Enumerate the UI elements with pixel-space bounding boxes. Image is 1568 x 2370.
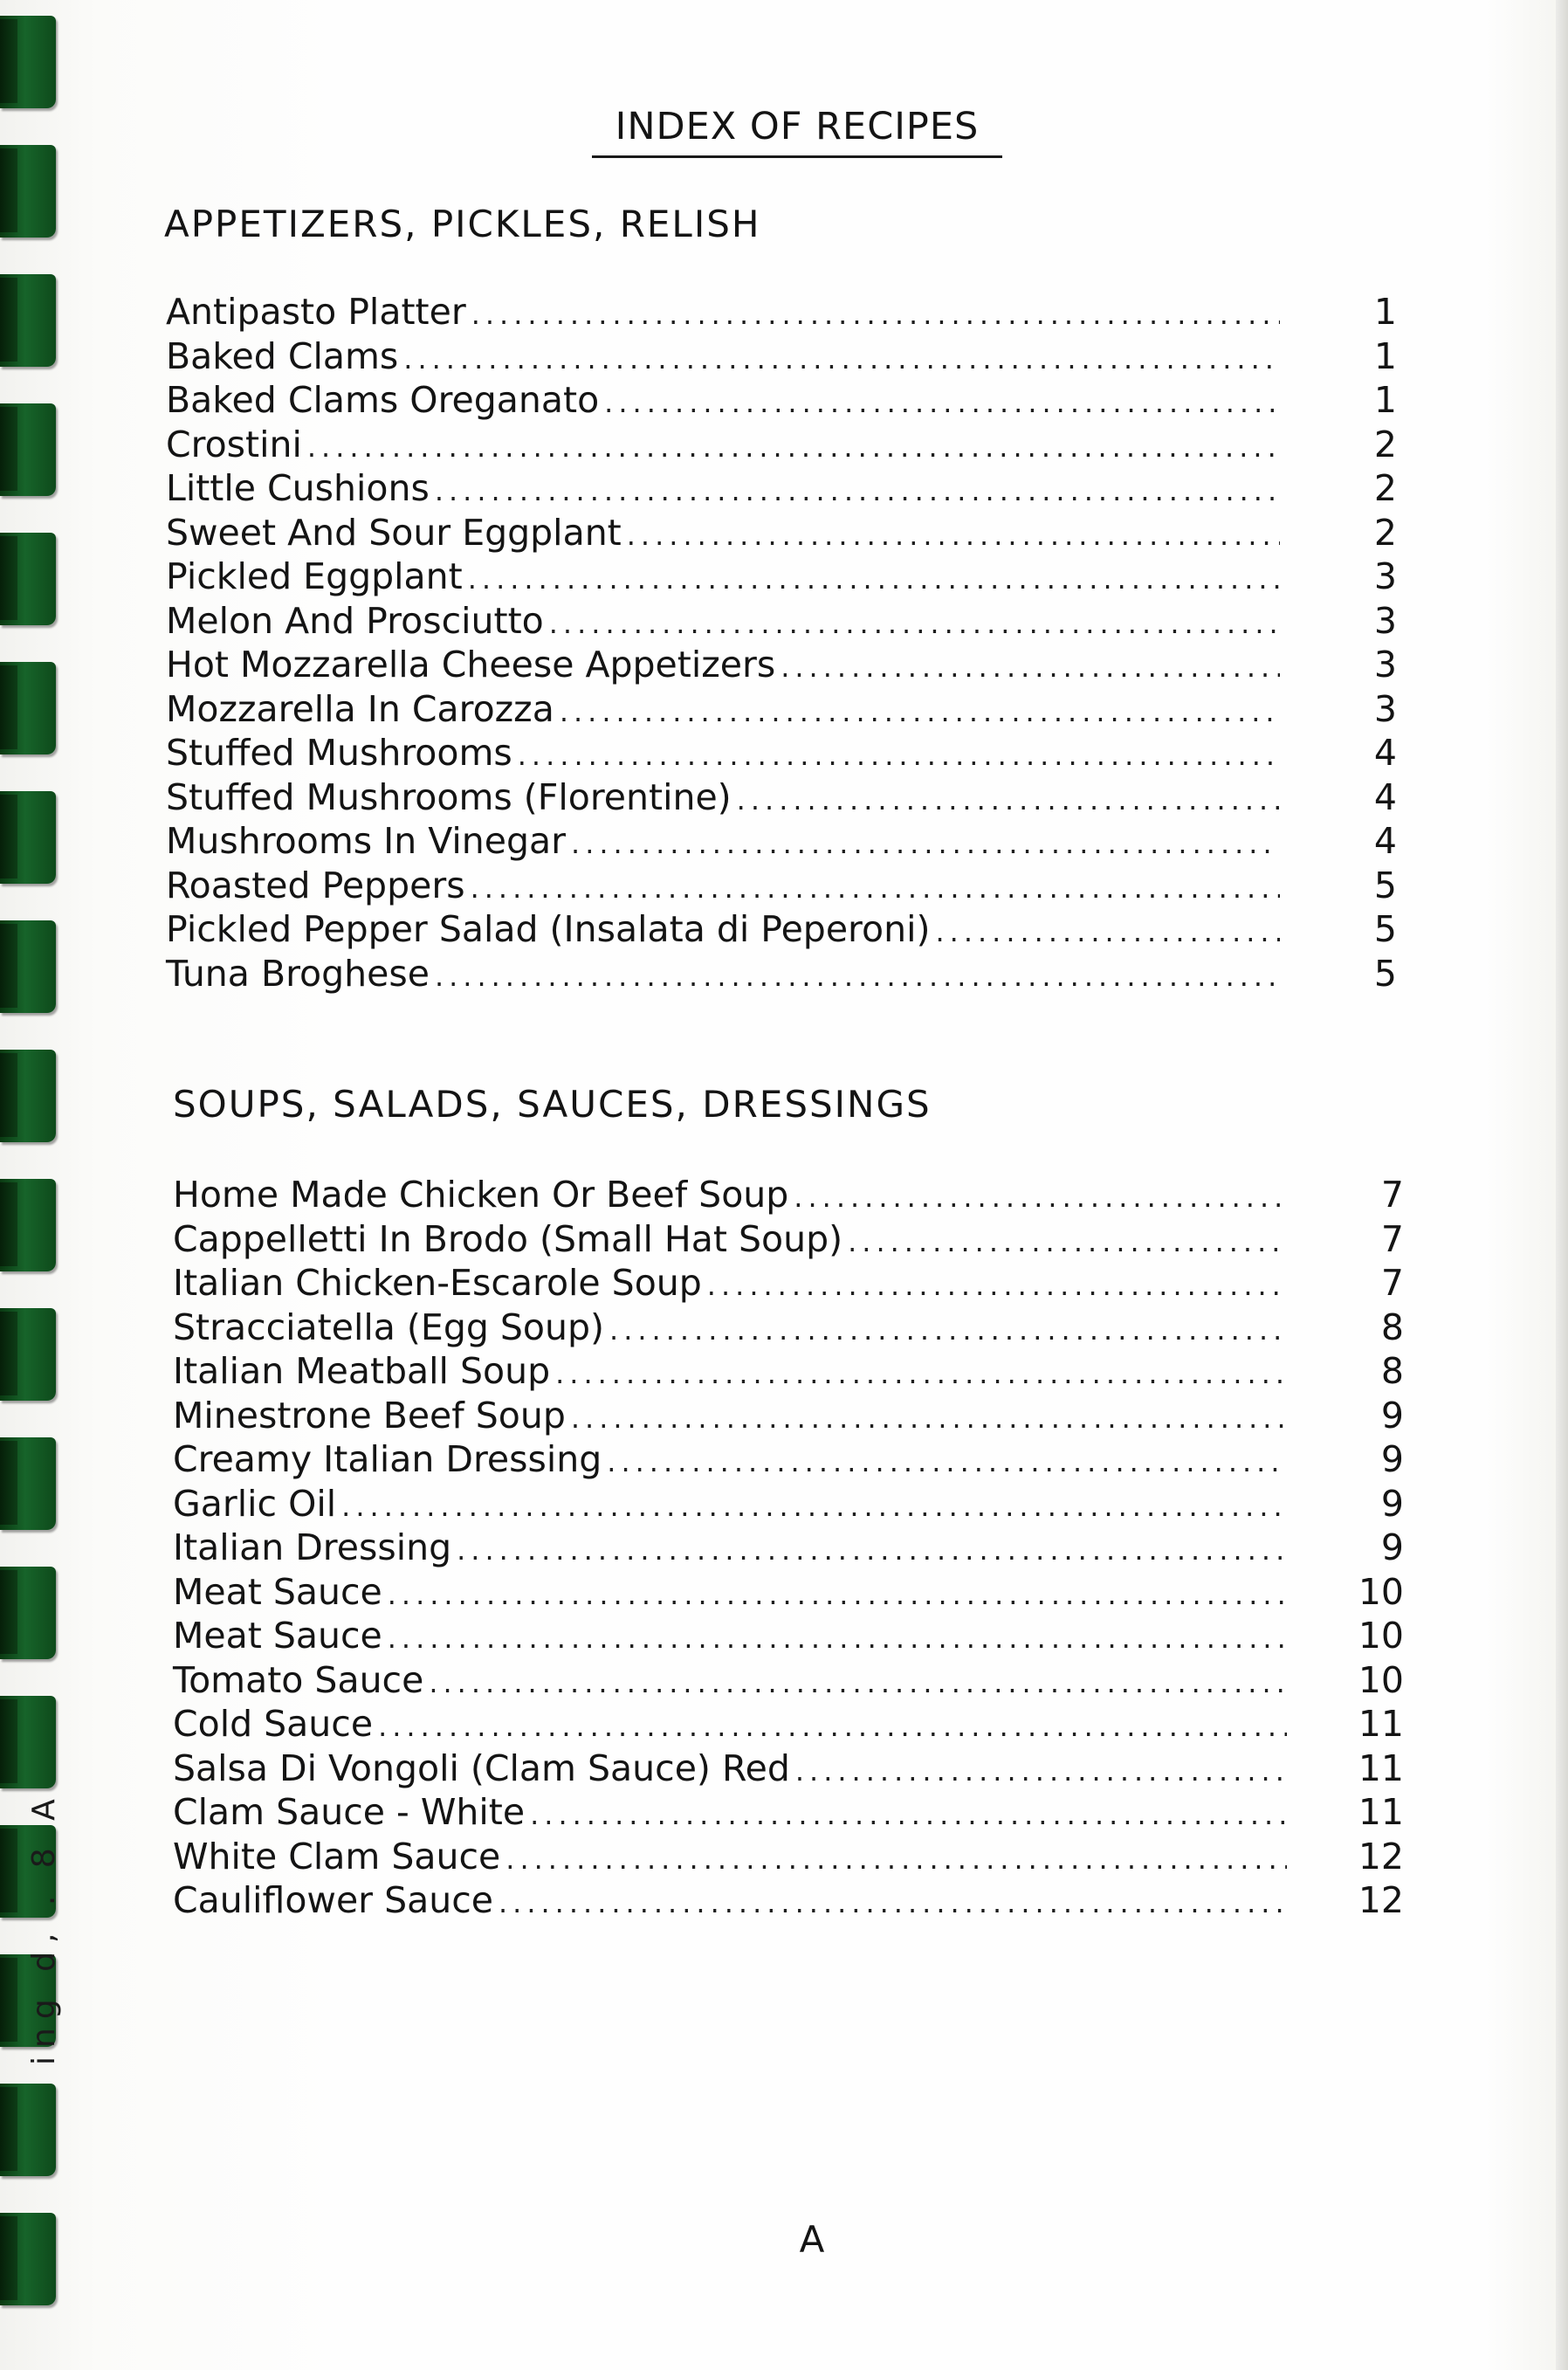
recipe-name: White Clam Sauce [173,1835,501,1877]
recipe-name: Baked Clams Oreganato [166,379,600,421]
binding-ring [0,1567,56,1659]
recipe-page-number: 10 [1358,1615,1404,1657]
binding-ring [0,533,56,625]
binding-ring [0,1437,56,1530]
recipe-page-number: 1 [1373,291,1397,333]
recipe-name: Creamy Italian Dressing [173,1438,602,1480]
dot-leader [549,607,1280,640]
recipe-name: Tuna Broghese [166,952,430,995]
binding-ring [0,145,56,238]
recipe-name: Mushrooms In Vinegar [166,820,567,862]
recipe-name: Little Cushions [166,467,430,509]
recipe-name: Stuffed Mushrooms [166,732,512,774]
recipe-page-number: 10 [1358,1570,1404,1613]
binding-ring [0,662,56,754]
binding-ring [0,920,56,1013]
section-heading-soups: SOUPS, SALADS, SAUCES, DRESSINGS [173,1083,932,1126]
dot-leader [435,474,1280,507]
recipe-page-number: 11 [1358,1791,1404,1833]
recipe-page-number: 7 [1380,1217,1404,1260]
recipe-page-number: 11 [1358,1746,1404,1789]
recipe-name: Cauliflower Sauce [173,1879,493,1921]
dot-leader [794,1181,1287,1214]
dot-leader [388,1578,1287,1611]
recipe-row [173,1438,1404,1483]
recipe-name: Italian Meatball Soup [173,1350,551,1392]
spine-text: ing d, . 8 A [26,1790,62,2065]
recipe-page-number: 2 [1373,423,1397,465]
recipe-name: Roasted Peppers [166,864,465,906]
recipe-page-number: 3 [1373,555,1397,597]
binding-ring [0,2213,56,2305]
recipe-page-number: 2 [1373,511,1397,554]
recipe-row [173,1571,1404,1616]
dot-leader [468,562,1280,596]
binding-ring [0,791,56,884]
recipe-row [173,1174,1404,1218]
recipe-page-number: 1 [1373,334,1397,377]
binding-ring [0,16,56,108]
dot-leader [627,519,1280,552]
recipe-page-number: 3 [1373,599,1397,642]
recipe-name: Minestrone Beef Soup [173,1394,566,1436]
recipe-row [166,865,1397,909]
recipe-page-number: 12 [1358,1879,1404,1921]
dot-leader [429,1666,1287,1699]
dot-leader [471,298,1280,331]
binding-ring [0,2084,56,2176]
recipe-row [166,467,1397,512]
recipe-row [173,1747,1404,1792]
recipe-page-number: 12 [1358,1835,1404,1877]
section-heading-appetizers: APPETIZERS, PICKLES, RELISH [164,203,761,245]
recipe-row [166,776,1397,821]
dot-leader [499,1886,1287,1919]
recipe-page-number: 4 [1373,732,1397,774]
page-letter: A [799,2218,825,2261]
recipe-page-number: 9 [1380,1394,1404,1436]
recipe-row [173,1836,1404,1880]
recipe-page-number: 8 [1380,1306,1404,1348]
recipe-page-number: 8 [1380,1350,1404,1392]
dot-leader [707,1269,1287,1302]
recipe-name: Italian Chicken-Escarole Soup [173,1262,702,1304]
recipe-page-number: 5 [1373,908,1397,950]
dot-leader [555,1357,1287,1390]
recipe-name: Crostini [166,423,302,465]
dot-leader [795,1754,1287,1788]
recipe-row [173,1483,1404,1527]
recipe-page-number: 7 [1380,1174,1404,1216]
recipe-name: Pickled Eggplant [166,555,463,597]
dot-leader [388,1622,1287,1655]
recipe-row [166,732,1397,776]
dot-leader [560,695,1280,728]
dot-leader [571,827,1280,860]
binding-ring [0,1308,56,1401]
recipe-page-number: 10 [1358,1658,1404,1701]
recipe-row [173,1791,1404,1836]
dot-leader [457,1533,1287,1567]
recipe-row [166,555,1397,600]
recipe-name: Salsa Di Vongoli (Clam Sauce) Red [173,1746,790,1789]
recipe-row [166,379,1397,424]
dot-leader [935,915,1280,948]
dot-leader [604,386,1280,419]
recipe-name: Home Made Chicken Or Beef Soup [173,1174,789,1216]
recipe-name: Clam Sauce - White [173,1791,526,1833]
recipe-name: Tomato Sauce [173,1658,424,1701]
binding-ring [0,1050,56,1142]
recipe-row [166,688,1397,733]
recipe-page-number: 4 [1373,820,1397,862]
recipe-list-appetizers [166,291,1397,996]
recipe-row [166,512,1397,556]
recipe-row [166,291,1397,335]
dot-leader [607,1445,1287,1478]
recipe-row [173,1659,1404,1704]
recipe-name: Stuffed Mushrooms (Florentine) [166,775,732,818]
recipe-name: Baked Clams [166,334,399,377]
recipe-page-number: 4 [1373,775,1397,818]
dot-leader [737,783,1280,816]
recipe-name: Garlic Oil [173,1482,337,1525]
recipe-row [166,424,1397,468]
recipe-page-number: 5 [1373,952,1397,995]
recipe-page-number: 9 [1380,1438,1404,1480]
recipe-row [173,1262,1404,1306]
dot-leader [571,1402,1287,1435]
recipe-page-number: 7 [1380,1262,1404,1304]
dot-leader [471,872,1280,905]
recipe-row [173,1395,1404,1439]
recipe-name: Cappelletti In Brodo (Small Hat Soup) [173,1217,843,1260]
dot-leader [781,651,1280,684]
dot-leader [530,1798,1287,1831]
recipe-row [173,1703,1404,1747]
recipe-row [166,644,1397,688]
recipe-page-number: 5 [1373,864,1397,906]
binding-ring [0,274,56,367]
dot-leader [435,960,1280,993]
recipe-page-number: 1 [1373,379,1397,421]
recipe-name: Meat Sauce [173,1615,382,1657]
recipe-name: Cold Sauce [173,1703,374,1745]
dot-leader [518,739,1280,772]
recipe-name: Meat Sauce [173,1570,382,1613]
recipe-name: Stracciatella (Egg Soup) [173,1306,605,1348]
recipe-page-number: 11 [1358,1703,1404,1745]
recipe-row [166,820,1397,865]
recipe-row [173,1615,1404,1659]
recipe-row [173,1350,1404,1395]
dot-leader [403,342,1280,375]
recipe-page-number: 3 [1373,644,1397,686]
page-title: INDEX OF RECIPES [592,105,1002,158]
recipe-row [166,600,1397,644]
recipe-row [173,1218,1404,1263]
binding-ring [0,403,56,496]
recipe-page-number: 3 [1373,687,1397,730]
dot-leader [307,431,1280,464]
dot-leader [341,1490,1287,1523]
recipe-name: Hot Mozzarella Cheese Appetizers [166,644,776,686]
recipe-row [173,1306,1404,1351]
recipe-page-number: 9 [1380,1482,1404,1525]
binding-ring [0,1179,56,1271]
recipe-row [173,1879,1404,1924]
recipe-name: Antipasto Platter [166,291,466,333]
dot-leader [378,1710,1287,1743]
recipe-row [166,335,1397,380]
dot-leader [505,1843,1287,1876]
recipe-name: Pickled Pepper Salad (Insalata di Peperoni) [166,908,931,950]
dot-leader [609,1313,1287,1347]
recipe-row [173,1526,1404,1571]
dot-leader [848,1225,1287,1258]
recipe-page-number: 9 [1380,1526,1404,1568]
recipe-name: Melon And Prosciutto [166,599,544,642]
page-edge [1556,0,1568,2370]
recipe-list-soups [173,1174,1404,1924]
recipe-name: Sweet And Sour Eggplant [166,511,622,554]
recipe-row [166,908,1397,953]
recipe-row [166,953,1397,997]
recipe-page-number: 2 [1373,467,1397,509]
recipe-name: Mozzarella In Carozza [166,687,554,730]
recipe-name: Italian Dressing [173,1526,452,1568]
